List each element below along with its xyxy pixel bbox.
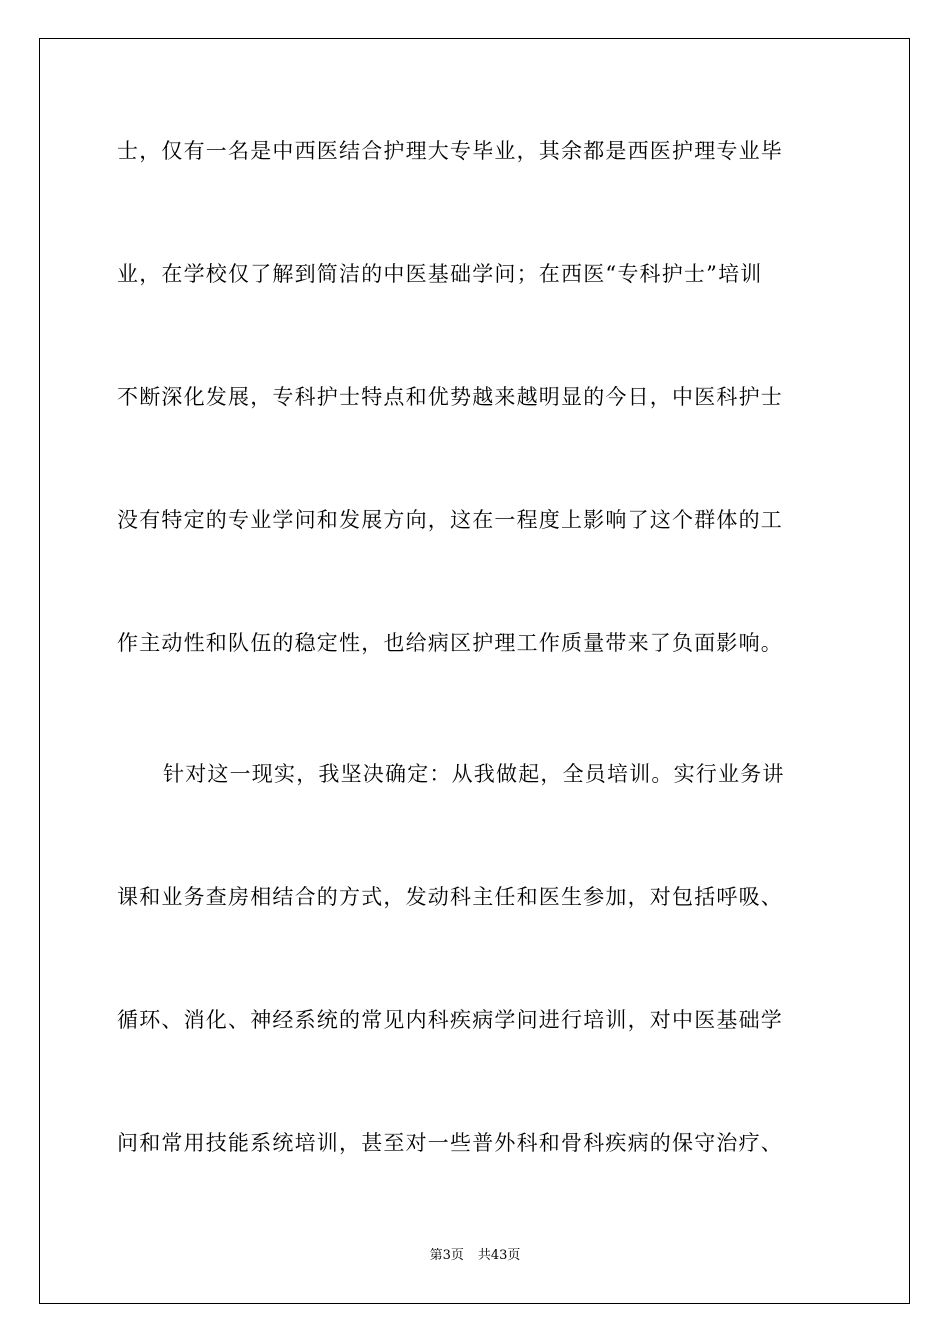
body-text-line: 没有特定的专业学问和发展方向，这在一程度上影响了这个群体的工 (117, 508, 783, 532)
body-text-line: 课和业务查房相结合的方式，发动科主任和医生参加，对包括呼吸、 (117, 885, 783, 909)
page-number: 第3页 (429, 1248, 464, 1263)
page-border (39, 38, 910, 1304)
body-text-line: 不断深化发展，专科护士特点和优势越来越明显的今日，中医科护士 (117, 385, 783, 409)
body-text-line: 问和常用技能系统培训，甚至对一些普外科和骨科疾病的保守治疗、 (117, 1131, 783, 1155)
paragraph-first-line: 针对这一现实，我坚决确定：从我做起，全员培训。实行业务讲 (163, 762, 785, 786)
total-pages: 共43页 (477, 1248, 521, 1263)
body-text-line: 士，仅有一名是中西医结合护理大专毕业，其余都是西医护理专业毕 (117, 139, 783, 163)
page-footer (0, 1247, 950, 1265)
body-text-line: 业，在学校仅了解到简洁的中医基础学问；在西医“专科护士”培训 (117, 262, 763, 286)
body-text-line: 作主动性和队伍的稳定性，也给病区护理工作质量带来了负面影响。 (117, 631, 783, 655)
body-text-line: 循环、消化、神经系统的常见内科疾病学问进行培训，对中医基础学 (117, 1008, 783, 1032)
